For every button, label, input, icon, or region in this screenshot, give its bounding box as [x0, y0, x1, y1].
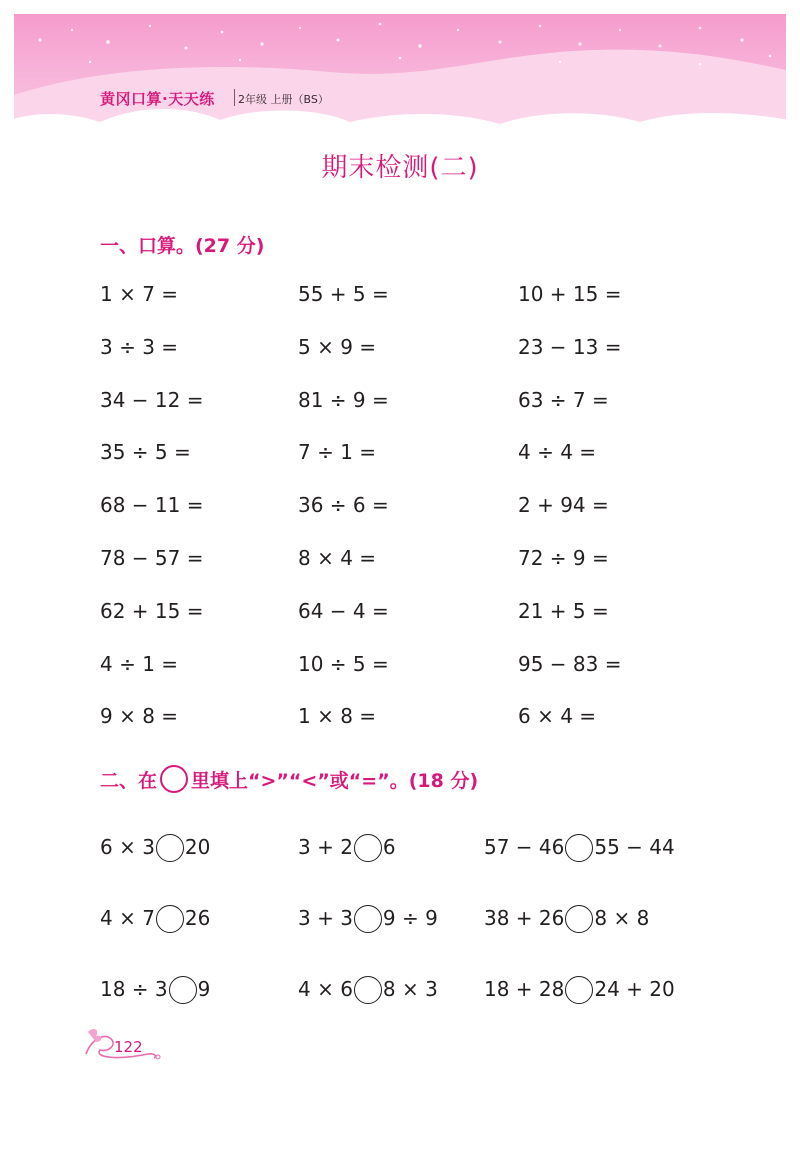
comparison-right-expression: 9	[197, 977, 211, 1001]
header-banner	[0, 0, 800, 145]
answer-circle-blank[interactable]	[354, 976, 382, 1004]
arithmetic-problem: 63 ÷ 7 =	[518, 388, 609, 412]
comparison-right-expression: 55 − 44	[594, 835, 675, 859]
comparison-right-expression: 24 + 20	[594, 977, 675, 1001]
comparison-left-expression: 18 ÷ 3	[100, 977, 168, 1001]
section2-heading	[100, 765, 478, 793]
comparison-right-expression: 8 × 3	[382, 977, 438, 1001]
comparison-left-expression: 38 + 26	[484, 906, 565, 930]
page-number: 122	[114, 1038, 143, 1056]
section2-heading-suffix: 里填上“>”“<”或“=”。(18 分)	[191, 770, 479, 792]
brand-divider	[234, 89, 235, 106]
arithmetic-problem: 5 × 9 =	[298, 335, 377, 359]
arithmetic-problem: 78 − 57 =	[100, 546, 204, 570]
comparison-left-expression: 3 + 3	[298, 906, 353, 930]
comparison-left-expression: 3 + 2	[298, 835, 353, 859]
arithmetic-problem: 10 + 15 =	[518, 282, 622, 306]
circle-symbol-icon	[160, 765, 188, 793]
comparison-left-expression: 57 − 46	[484, 835, 565, 859]
comparison-problem	[100, 903, 210, 933]
arithmetic-problem: 1 × 7 =	[100, 282, 179, 306]
comparison-right-expression: 20	[184, 835, 211, 859]
arithmetic-problem: 2 + 94 =	[518, 493, 609, 517]
comparison-right-expression: 6	[382, 835, 396, 859]
arithmetic-problem: 9 × 8 =	[100, 704, 179, 728]
arithmetic-problem: 6 × 4 =	[518, 704, 597, 728]
grade-label: 2年级 上册（BS）	[238, 93, 329, 106]
page-title: 期末检测(二)	[321, 153, 479, 183]
comparison-left-expression: 4 × 7	[100, 906, 155, 930]
answer-circle-blank[interactable]	[354, 834, 382, 862]
arithmetic-problem: 36 ÷ 6 =	[298, 493, 389, 517]
section2-heading-prefix: 二、在	[100, 770, 158, 792]
answer-circle-blank[interactable]	[169, 976, 197, 1004]
arithmetic-problem: 55 + 5 =	[298, 282, 389, 306]
answer-circle-blank[interactable]	[565, 905, 593, 933]
comparison-problem	[298, 832, 396, 862]
comparison-problem	[100, 832, 210, 862]
arithmetic-problem: 35 ÷ 5 =	[100, 440, 191, 464]
comparison-problem	[484, 903, 649, 933]
arithmetic-problem: 34 − 12 =	[100, 388, 204, 412]
arithmetic-problem: 68 − 11 =	[100, 493, 204, 517]
arithmetic-problem: 8 × 4 =	[298, 546, 377, 570]
arithmetic-problem: 72 ÷ 9 =	[518, 546, 609, 570]
answer-circle-blank[interactable]	[565, 834, 593, 862]
answer-circle-blank[interactable]	[354, 905, 382, 933]
brand-logo-text: 黄冈口算·天天练	[100, 90, 215, 108]
arithmetic-problem: 62 + 15 =	[100, 599, 204, 623]
answer-circle-blank[interactable]	[156, 905, 184, 933]
arithmetic-problem: 81 ÷ 9 =	[298, 388, 389, 412]
comparison-problem	[298, 974, 438, 1004]
arithmetic-problem: 23 − 13 =	[518, 335, 622, 359]
arithmetic-problem: 21 + 5 =	[518, 599, 609, 623]
comparison-right-expression: 8 × 8	[594, 906, 650, 930]
arithmetic-problem: 4 ÷ 4 =	[518, 440, 597, 464]
comparison-problem	[484, 832, 675, 862]
section1-heading: 一、口算。(27 分)	[100, 235, 265, 257]
header-background	[0, 0, 800, 145]
arithmetic-problem: 3 ÷ 3 =	[100, 335, 179, 359]
comparison-problem	[298, 903, 438, 933]
answer-circle-blank[interactable]	[565, 976, 593, 1004]
answer-circle-blank[interactable]	[156, 834, 184, 862]
arithmetic-problem: 1 × 8 =	[298, 704, 377, 728]
arithmetic-problem: 10 ÷ 5 =	[298, 652, 389, 676]
comparison-left-expression: 18 + 28	[484, 977, 565, 1001]
comparison-right-expression: 9 ÷ 9	[382, 906, 438, 930]
comparison-left-expression: 4 × 6	[298, 977, 353, 1001]
arithmetic-problem: 64 − 4 =	[298, 599, 389, 623]
comparison-left-expression: 6 × 3	[100, 835, 155, 859]
comparison-problem	[484, 974, 675, 1004]
arithmetic-problem: 4 ÷ 1 =	[100, 652, 179, 676]
comparison-right-expression: 26	[184, 906, 211, 930]
comparison-problem	[100, 974, 210, 1004]
arithmetic-problem: 95 − 83 =	[518, 652, 622, 676]
arithmetic-problem: 7 ÷ 1 =	[298, 440, 377, 464]
